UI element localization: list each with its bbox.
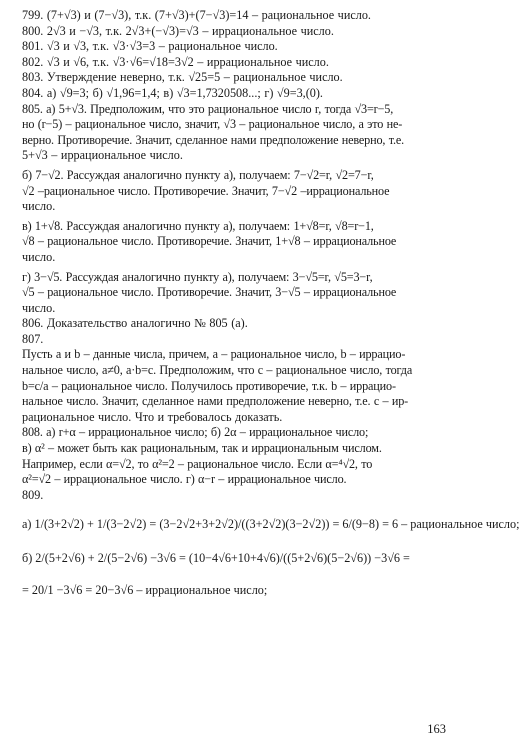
solution-805c-line-3: число. xyxy=(22,249,56,264)
solution-808-line-1: 808. а) r+α – иррациональное число; б) 2α – иррациональное число; xyxy=(22,425,369,440)
solution-805b-line-2: √2 –рациональное число. Противоречие. Значит, 7−√2 –иррациональное xyxy=(22,183,390,198)
solution-805-line-2: но (r−5) – рациональное число, значит, √3 – рациональное число, а это не- xyxy=(22,117,403,132)
solution-805-line-1: 805. а) 5+√3. Предположим, что это рациональное число r, тогда √3=r−5, xyxy=(22,101,394,116)
solution-801: 801. √3 и √3, т.к. √3·√3=3 – рациональное число. xyxy=(22,39,278,54)
solution-805d-line-3: число. xyxy=(22,300,56,315)
solution-804: 804. а) √9=3; б) √1,96=1,4; в) √3=1,7320508...; г) √9=3,(0). xyxy=(22,85,323,100)
solution-808-line-2: в) α² – может быть как рациональным, так и иррациональным числом. xyxy=(22,441,382,456)
solution-807-line-5: рациональное число. Что и требовалось доказать. xyxy=(22,409,283,424)
solution-807-heading: 807. xyxy=(22,331,44,346)
solution-805-line-4: 5+√3 – иррациональное число. xyxy=(22,148,183,163)
solution-805b-line-3: число. xyxy=(22,199,56,214)
page-number: 163 xyxy=(427,722,446,736)
solution-805d-line-2: √5 – рациональное число. Противоречие. Значит, 3−√5 – иррациональное xyxy=(22,285,397,300)
solution-809b-continuation: = 20/1 −3√6 = 20−3√6 – иррациональное число; xyxy=(22,583,268,598)
solution-805-line-3: верно. Противоречие. Значит, сделанное нами предположение неверно, т.е. xyxy=(22,132,405,147)
solution-802: 802. √3 и √6, т.к. √3·√6=√18=3√2 – иррациональное число. xyxy=(22,54,329,69)
solution-807-line-1: Пусть a и b – данные числа, причем, a – рациональное число, b – иррацио- xyxy=(22,347,406,362)
solution-808-line-3: Например, если α=√2, то α²=2 – рациональное число. Если α=⁴√2, то xyxy=(22,456,373,471)
solution-809a-formula: а) 1/(3+2√2) + 1/(3−2√2) = (3−2√2+3+2√2)/((3+2√2)(3−2√2)) = 6/(9−8) = 6 – рациональное число; xyxy=(22,517,519,532)
solution-805c-line-2: √8 – рациональное число. Противоречие. Значит, 1+√8 – иррациональное xyxy=(22,234,397,249)
solution-807-line-4: нальное число. Значит, сделанное нами предположение неверно, т.е. c – ир- xyxy=(22,394,409,409)
solution-806: 806. Доказательство аналогично № 805 (а). xyxy=(22,316,248,331)
solution-809-heading: 809. xyxy=(22,487,44,502)
solution-807-line-2: нальное число, a≠0, a·b=c. Предположим, что c – рациональное число, тогда xyxy=(22,363,413,378)
solution-805c-line-1: в) 1+√8. Рассуждая аналогично пункту а), получаем: 1+√8=r, √8=r−1, xyxy=(22,218,374,233)
solution-799: 799. (7+√3) и (7−√3), т.к. (7+√3)+(7−√3)=14 – рациональное число. xyxy=(22,8,371,22)
solution-809b-formula: б) 2/(5+2√6) + 2/(5−2√6) −3√6 = (10−4√6+10+4√6)/((5+2√6)(5−2√6)) −3√6 = xyxy=(22,551,410,566)
solution-800: 800. 2√3 и −√3, т.к. 2√3+(−√3)=√3 – иррациональное число. xyxy=(22,23,334,38)
solution-808-line-4: α²=√2 – иррациональное число. г) α−r – иррациональное число. xyxy=(22,472,347,487)
solution-805d-line-1: г) 3−√5. Рассуждая аналогично пункту а), получаем: 3−√5=r, √5=3−r, xyxy=(22,269,373,284)
solution-805b-line-1: б) 7−√2. Рассуждая аналогично пункту а), получаем: 7−√2=r, √2=7−r, xyxy=(22,167,374,182)
solution-807-line-3: b=c/a – рациональное число. Получилось противоречие, т.к. b – иррацио- xyxy=(22,378,396,393)
solution-803: 803. Утверждение неверно, т.к. √25=5 – рациональное число. xyxy=(22,70,343,85)
